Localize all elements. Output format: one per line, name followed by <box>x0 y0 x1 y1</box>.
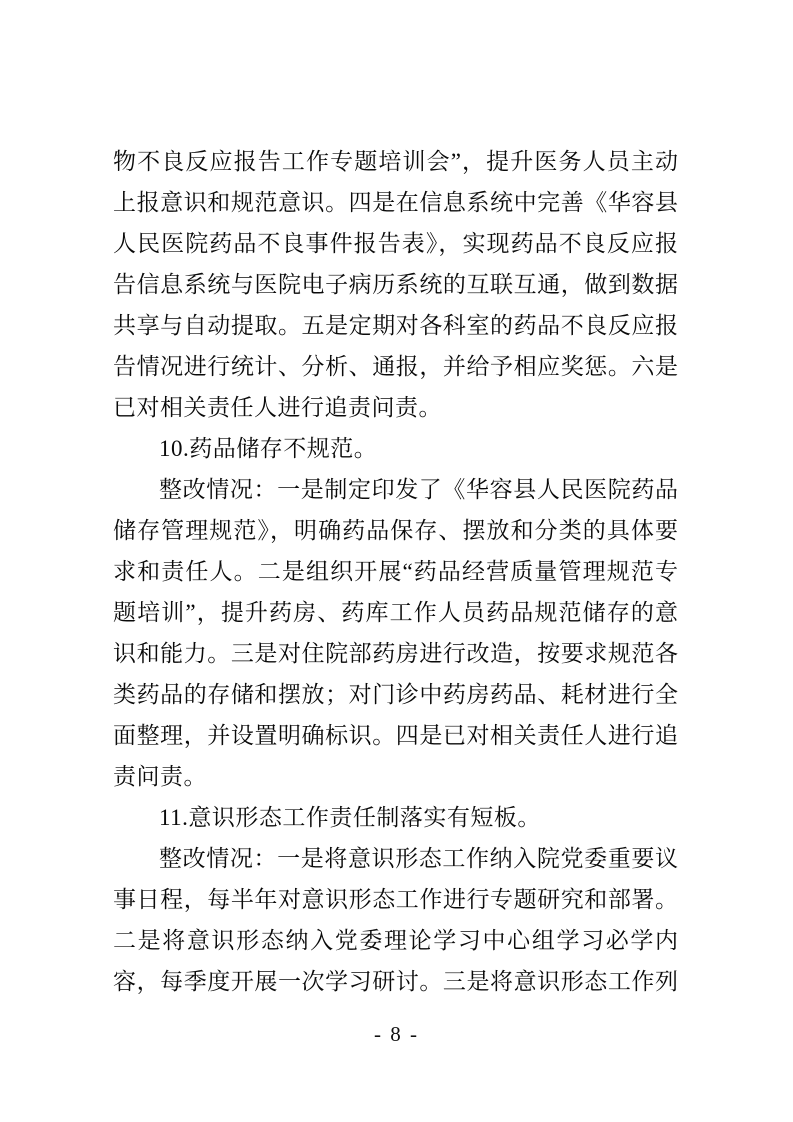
text-line: 告信息系统与医院电子病历系统的互联互通，做到数据 <box>113 272 678 297</box>
text-line: 求和责任人。二是组织开展“药品经营质量管理规范专 <box>113 559 678 584</box>
document-body <box>113 141 678 1002</box>
text-line: 整改情况：一是将意识形态工作纳入院党委重要议 <box>159 846 678 871</box>
text-line: 告情况进行统计、分析、通报，并给予相应奖惩。六是 <box>113 354 678 379</box>
text-line: 识和能力。三是对住院部药房进行改造，按要求规范各 <box>113 641 678 666</box>
text-line: 已对相关责任人进行追责问责。 <box>113 395 442 420</box>
text-line: 11.意识形态工作责任制落实有短板。 <box>159 805 541 830</box>
text-line: 容，每季度开展一次学习研讨。三是将意识形态工作列 <box>113 969 678 994</box>
text-line: 上报意识和规范意识。四是在信息系统中完善《华容县 <box>113 190 678 215</box>
text-line: 物不良反应报告工作专题培训会”，提升医务人员主动 <box>113 149 678 174</box>
text-line: 题培训”，提升药房、药库工作人员药品规范储存的意 <box>113 600 678 625</box>
text-line: 事日程，每半年对意识形态工作进行专题研究和部署。 <box>113 887 678 912</box>
text-line: 面整理，并设置明确标识。四是已对相关责任人进行追 <box>113 723 678 748</box>
text-line: 10.药品储存不规范。 <box>159 436 378 461</box>
text-line: 整改情况：一是制定印发了《华容县人民医院药品 <box>159 477 678 502</box>
text-line: 类药品的存储和摆放；对门诊中药房药品、耗材进行全 <box>113 682 678 707</box>
text-line: 储存管理规范》，明确药品保存、摆放和分类的具体要 <box>113 518 678 543</box>
page-number: - 8 - <box>374 1022 419 1046</box>
text-line: 责问责。 <box>113 764 207 789</box>
text-line: 共享与自动提取。五是定期对各科室的药品不良反应报 <box>113 313 678 338</box>
text-line: 人民医院药品不良事件报告表》，实现药品不良反应报 <box>113 231 678 256</box>
text-line: 二是将意识形态纳入党委理论学习中心组学习必学内 <box>113 928 678 953</box>
